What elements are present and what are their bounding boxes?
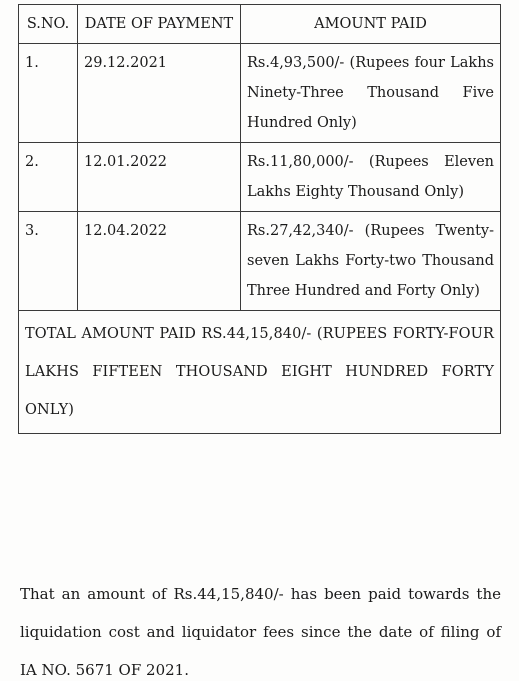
row-date: 29.12.2021 (78, 44, 241, 143)
table-header-row (19, 5, 501, 44)
table-row (19, 212, 501, 311)
row-sno: 3. (19, 212, 78, 311)
row-date: 12.04.2022 (78, 212, 241, 311)
header-sno: S.NO. (19, 5, 78, 44)
row-sno: 2. (19, 143, 78, 212)
row-amount: Rs.11,80,000/- (Rupees Eleven Lakhs Eighty Thousand Only) (241, 143, 501, 212)
row-date: 12.01.2022 (78, 143, 241, 212)
total-amount: TOTAL AMOUNT PAID RS.44,15,840/- (RUPEES FORTY-FOUR LAKHS FIFTEEN THOUSAND EIGHT HUNDRED FORTY ONLY) (19, 311, 501, 434)
table-row (19, 143, 501, 212)
payments-table (18, 4, 501, 434)
row-amount: Rs.27,42,340/- (Rupees Twenty-seven Lakhs Forty-two Thousand Three Hundred and Forty Only) (241, 212, 501, 311)
row-amount: Rs.4,93,500/- (Rupees four Lakhs Ninety-Three Thousand Five Hundred Only) (241, 44, 501, 143)
total-row (19, 311, 501, 434)
header-amount: AMOUNT PAID (241, 5, 501, 44)
row-sno: 1. (19, 44, 78, 143)
body-paragraph: That an amount of Rs.44,15,840/- has been paid towards the liquidation cost and liquidator fees since the date of filing of IA NO. 5671 OF 2021. (20, 585, 501, 679)
header-date: DATE OF PAYMENT (78, 5, 241, 44)
table-row (19, 44, 501, 143)
